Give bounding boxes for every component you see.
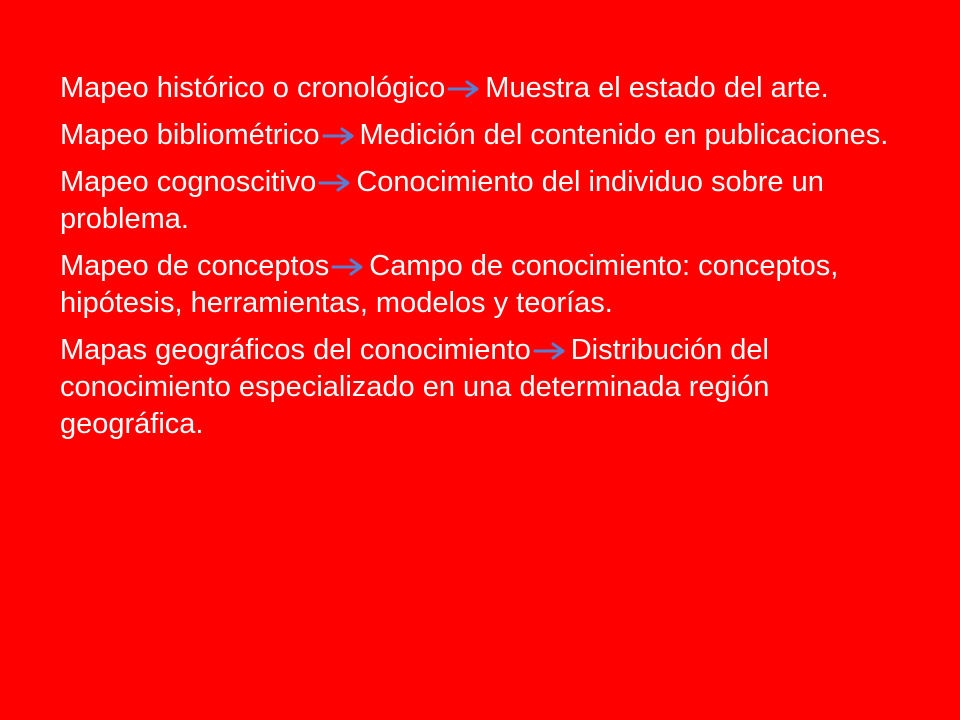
- right-arrow-icon: [331, 257, 367, 277]
- right-arrow-icon: [318, 173, 354, 193]
- mapping-item-bibliometric: [60, 117, 910, 154]
- item-description: Campo de conocimiento: conceptos, hipótesis, herramientas, modelos y teorías.: [60, 250, 839, 319]
- item-term: Mapas geográficos del conocimiento: [60, 334, 531, 366]
- item-description: Muestra el estado del arte.: [485, 72, 829, 104]
- item-description: Conocimiento del individuo sobre un problema.: [60, 166, 824, 235]
- right-arrow-icon: [447, 79, 483, 99]
- item-description: Distribución del conocimiento especializado en una determinada región geográfica.: [60, 334, 770, 440]
- mapping-item-historical: [60, 70, 910, 107]
- item-term: Mapeo bibliométrico: [60, 119, 320, 151]
- item-term: Mapeo cognoscitivo: [60, 166, 317, 198]
- mapping-item-geographic: [60, 332, 910, 443]
- item-term: Mapeo histórico o cronológico: [60, 72, 446, 104]
- right-arrow-icon: [322, 126, 358, 146]
- item-term: Mapeo de conceptos: [60, 250, 330, 282]
- right-arrow-icon: [533, 341, 569, 361]
- item-description: Medición del contenido en publicaciones.: [359, 119, 889, 151]
- mapping-item-cognitive: [60, 164, 910, 238]
- mapping-item-concepts: [60, 248, 910, 322]
